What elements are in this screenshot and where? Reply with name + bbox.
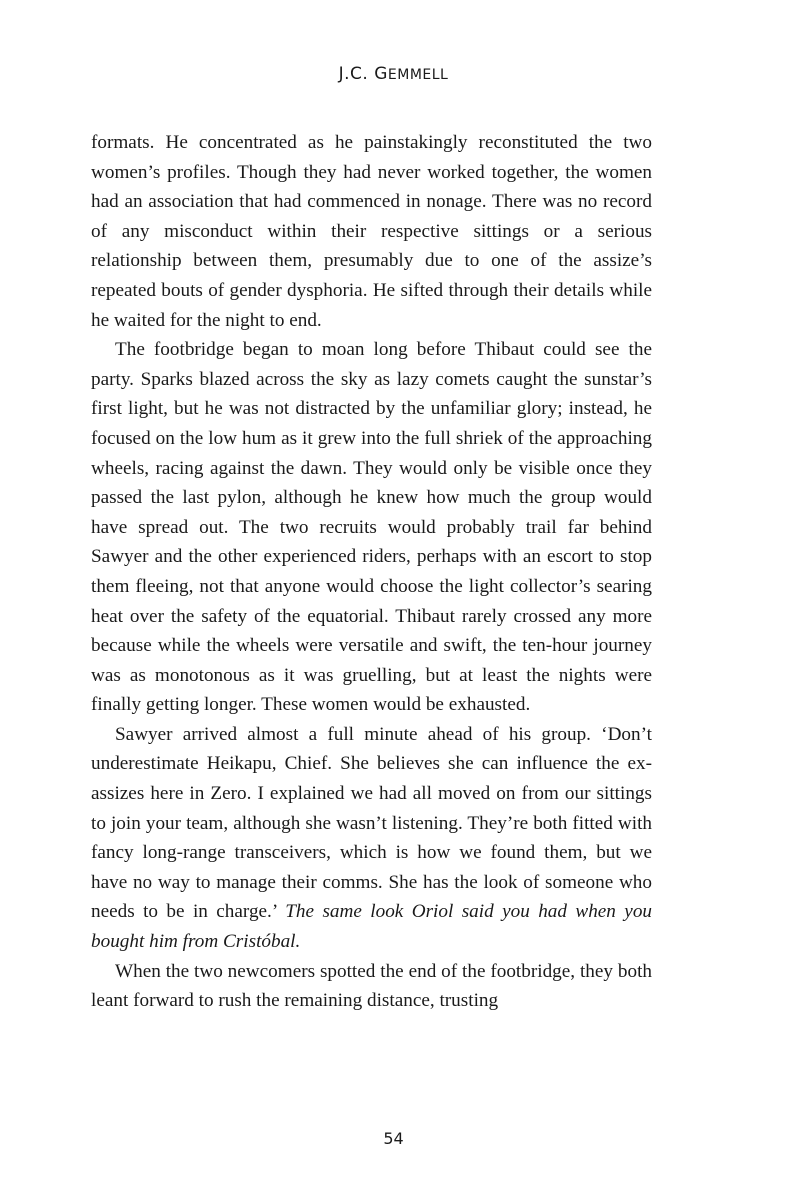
running-head [0, 64, 787, 84]
page-number: 54 [383, 1129, 404, 1148]
running-head-surname-smallcaps: EMMELL [387, 67, 449, 83]
paragraph-3-italic-thought: The same look Oriol said you had when you bought him from Cristóbal. [91, 901, 653, 953]
running-head-initials: J.C. G [338, 64, 388, 84]
body-text [91, 128, 652, 1016]
paragraph-4: When the two newcomers spotted the end of the footbridge, they both leant forward to rush the remaining distance, trusting [91, 960, 652, 1012]
paragraph-1: formats. He concentrated as he painstakingly reconstituted the two women’s profiles. Though they had never worked together, the women had an association that had commenced in nonage. There was no record of any misconduct within their respective sittings or a serious relationship between them, presumably due to one of the assize’s repeated bouts of gender dysphoria. He sifted through their details while he waited for the night to end. [91, 132, 652, 331]
paragraph-3 [91, 720, 652, 957]
paragraph-3-text: Sawyer arrived almost a full minute ahead of his group. ‘Don’t underestimate Heikapu, Chief. She believes she can influence the ex-assizes here in Zero. I explained we had all moved on from our sittings to join your team, although she wasn’t listening. They’re both fitted with fancy long-range transceivers, which is how we found them, but we have no way to manage their comms. She has the look of someone who needs to be in charge.’ [91, 723, 652, 923]
paragraph-2: The footbridge began to moan long before Thibaut could see the party. Sparks blazed across the sky as lazy comets caught the sunstar’s first light, but he was not distracted by the unfamiliar glory; instead, he focused on the low hum as it grew into the full shriek of the approaching wheels, racing against the dawn. They would only be visible once they passed the last pylon, although he knew how much the group would have spread out. The two recruits would probably trail far behind Sawyer and the other experienced riders, perhaps with an escort to stop them fleeing, not that anyone would choose the light collector’s searing heat over the safety of the equatorial. Thibaut rarely crossed any more because while the wheels were versatile and swift, the ten-hour journey was as monotonous as it was gruelling, but at least the nights were finally getting longer. These women would be exhausted. [91, 339, 652, 716]
